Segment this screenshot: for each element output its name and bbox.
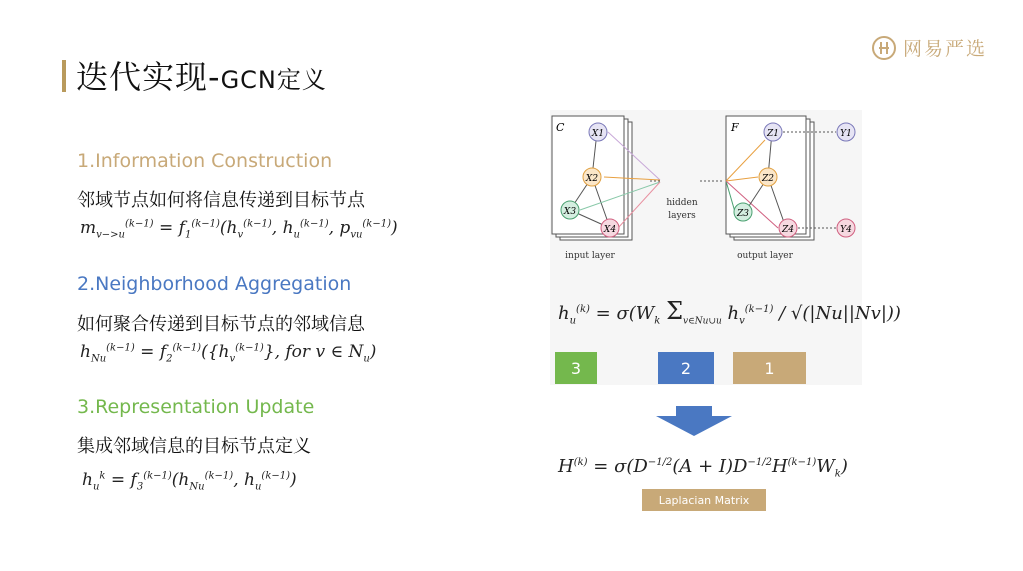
- panel-label-f: F: [731, 121, 739, 134]
- title-main: 迭代实现-: [76, 58, 221, 96]
- logo-icon: [871, 35, 897, 61]
- node-x3-label: X3: [563, 207, 577, 217]
- label-y4-text: Y4: [840, 225, 852, 235]
- matrix-form-formula: $H^{(k)} = \sigma(D^{-1/2}(A + I)D^{-1/2}H^{(k-1)}W_k)$: [558, 456, 848, 480]
- formula-neighborhood-aggregation: $h_{Nu}^{(k-1)} = f_2^{(k-1)}(\{h_v^{(k-1)}\}$, for v ∈ $N_u$): [80, 342, 377, 365]
- label-y1-text: Y1: [840, 129, 852, 139]
- badge-2: 2: [658, 352, 714, 384]
- title-accent-bar: [62, 60, 66, 92]
- page-title: [76, 52, 327, 98]
- badge-3: 3: [555, 352, 597, 384]
- node-z3-label: Z3: [737, 209, 749, 219]
- input-layer-caption: input layer: [565, 251, 615, 261]
- output-layer-caption: output layer: [737, 251, 793, 261]
- laplacian-matrix-label: Laplacian Matrix: [642, 489, 766, 511]
- section-cn-3: 集成邻域信息的目标节点定义: [77, 436, 311, 457]
- formula-information-construction: $m_{v->u}^{(k-1)} = f_1^{(k-1)}(h_v^{(k-1)}$, $h_u^{(k-1)}$, $p_{vu}^{(k-1)}$): [80, 218, 398, 241]
- node-x1-label: X1: [591, 129, 605, 139]
- node-x4-label: X4: [603, 225, 617, 235]
- node-z2-label: Z2: [762, 174, 774, 184]
- node-x2-label: X2: [585, 174, 599, 184]
- hidden-caption-2: layers: [668, 211, 696, 221]
- badge-1: 1: [733, 352, 806, 384]
- gcn-diagram: [550, 110, 862, 270]
- node-z1-label: Z1: [767, 129, 779, 139]
- section-heading-1: 1.Information Construction: [77, 150, 333, 172]
- formula-representation-update: $h_u^k = f_3^{(k-1)}(h_{Nu}^{(k-1)}$, $h_u^{(k-1)}$): [82, 470, 297, 493]
- section-heading-3: 3.Representation Update: [77, 396, 315, 418]
- section-heading-2: 2.Neighborhood Aggregation: [77, 273, 352, 295]
- node-z4-label: Z4: [782, 225, 794, 235]
- gcn-update-formula: $h_u^{(k)} = \sigma(W_k$ $\Sigma_{v\in Nu\cup u}$ $h_v^{(k-1)} / √(|Nu||Nv|)$): [558, 297, 901, 327]
- brand-logo: [871, 34, 987, 61]
- logo-text: 网易严选: [902, 38, 987, 60]
- section-cn-2: 如何聚合传递到目标节点的邻域信息: [77, 314, 365, 335]
- hidden-caption-1: hidden: [666, 198, 698, 208]
- panel-label-c: C: [556, 121, 565, 134]
- section-cn-1: 邻域节点如何将信息传递到目标节点: [77, 190, 365, 211]
- title-suffix: GCN定义: [220, 66, 327, 94]
- down-arrow-icon: [656, 406, 732, 436]
